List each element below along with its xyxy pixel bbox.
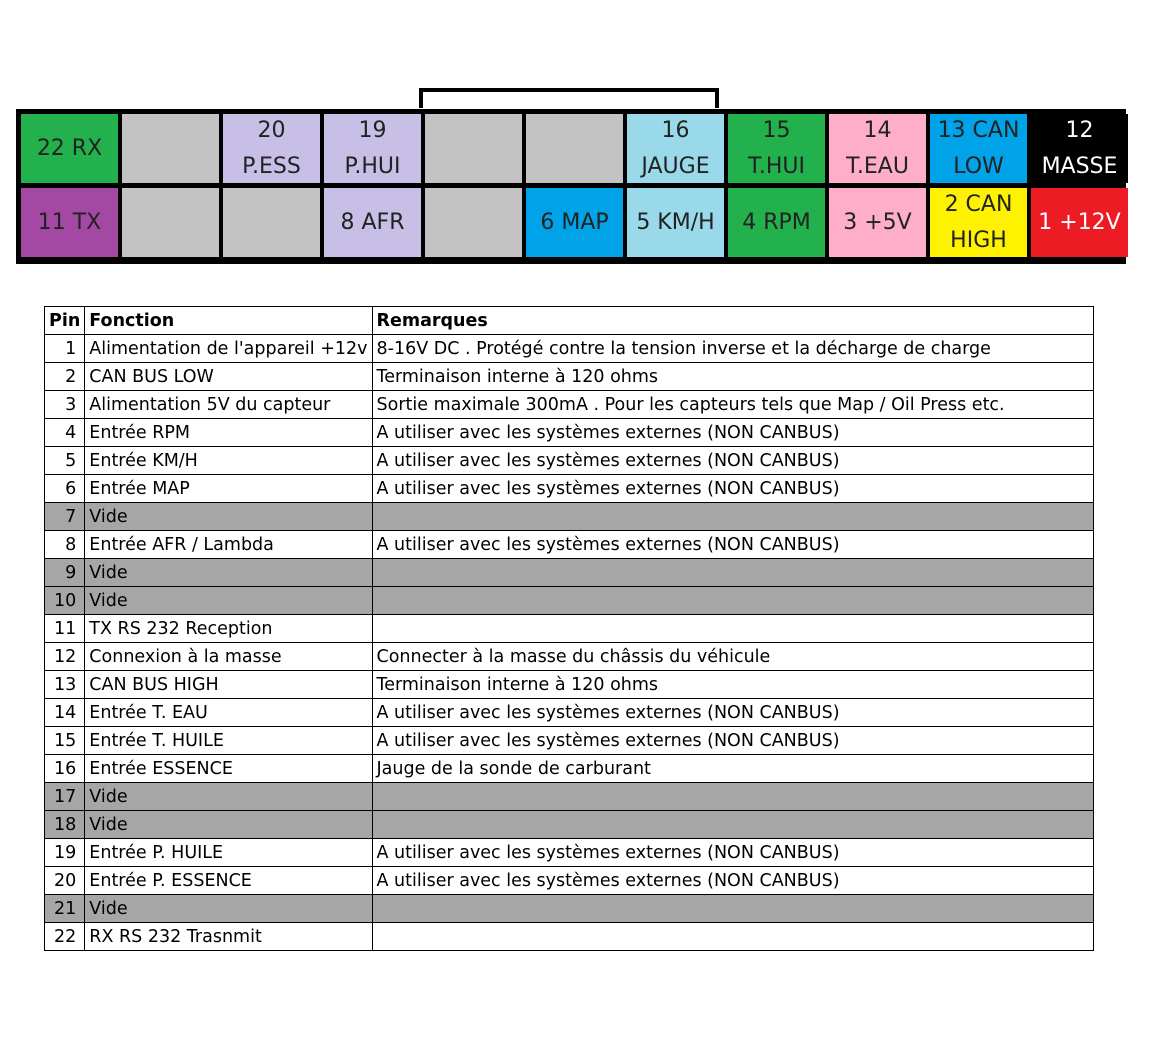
connector-pin-cell: 14 T.EAU — [829, 114, 926, 183]
fonction-cell: Vide — [85, 895, 372, 923]
remarques-cell: A utiliser avec les systèmes externes (NON CANBUS) — [372, 867, 1093, 895]
remarques-cell: 8-16V DC . Protégé contre la tension inverse et la décharge de charge — [372, 335, 1093, 363]
fonction-cell: Entrée P. ESSENCE — [85, 867, 372, 895]
table-row — [45, 503, 1094, 531]
connector-pin-cell — [425, 188, 522, 257]
table-row — [45, 335, 1094, 363]
table-header-row — [45, 307, 1094, 335]
fonction-cell: Entrée KM/H — [85, 447, 372, 475]
fonction-cell: Entrée T. EAU — [85, 699, 372, 727]
remarques-cell: A utiliser avec les systèmes externes (NON CANBUS) — [372, 419, 1093, 447]
fonction-cell: Entrée RPM — [85, 419, 372, 447]
table-row — [45, 727, 1094, 755]
remarques-cell: Terminaison interne à 120 ohms — [372, 671, 1093, 699]
remarques-cell — [372, 895, 1093, 923]
pin-cell: 7 — [45, 503, 85, 531]
remarques-cell — [372, 587, 1093, 615]
remarques-cell — [372, 783, 1093, 811]
connector-pin-cell: 20 P.ESS — [223, 114, 320, 183]
remarques-cell — [372, 615, 1093, 643]
remarques-cell — [372, 559, 1093, 587]
remarques-cell: Connecter à la masse du châssis du véhicule — [372, 643, 1093, 671]
pin-cell: 19 — [45, 839, 85, 867]
remarques-cell — [372, 503, 1093, 531]
pin-cell: 20 — [45, 867, 85, 895]
pin-cell: 1 — [45, 335, 85, 363]
fonction-cell: Vide — [85, 811, 372, 839]
remarques-cell: A utiliser avec les systèmes externes (NON CANBUS) — [372, 531, 1093, 559]
fonction-cell: Entrée P. HUILE — [85, 839, 372, 867]
connector-pin-cell: 2 CAN HIGH — [930, 188, 1027, 257]
pin-cell: 12 — [45, 643, 85, 671]
connector-key — [419, 88, 719, 108]
connector-pin-cell — [526, 114, 623, 183]
fonction-cell: Entrée MAP — [85, 475, 372, 503]
connector-pin-cell: 11 TX — [21, 188, 118, 257]
table-row — [45, 895, 1094, 923]
table-row — [45, 699, 1094, 727]
table-row — [45, 811, 1094, 839]
connector-pinout — [16, 109, 1126, 264]
connector-pin-cell — [122, 188, 219, 257]
connector-pin-cell: 5 KM/H — [627, 188, 724, 257]
table-row — [45, 867, 1094, 895]
remarques-cell: Sortie maximale 300mA . Pour les capteurs tels que Map / Oil Press etc. — [372, 391, 1093, 419]
connector-pin-cell: 19 P.HUI — [324, 114, 421, 183]
fonction-cell: Vide — [85, 503, 372, 531]
table-row — [45, 447, 1094, 475]
pin-cell: 17 — [45, 783, 85, 811]
remarques-cell: A utiliser avec les systèmes externes (NON CANBUS) — [372, 475, 1093, 503]
connector-pin-cell: 12 MASSE — [1031, 114, 1128, 183]
table-row — [45, 839, 1094, 867]
pin-cell: 10 — [45, 587, 85, 615]
fonction-cell: CAN BUS LOW — [85, 363, 372, 391]
fonction-cell: Vide — [85, 559, 372, 587]
table-row — [45, 783, 1094, 811]
fonction-cell: Connexion à la masse — [85, 643, 372, 671]
connector-pin-cell: 22 RX — [21, 114, 118, 183]
connector-pin-cell — [122, 114, 219, 183]
pin-cell: 3 — [45, 391, 85, 419]
table-row — [45, 531, 1094, 559]
connector-pin-cell: 13 CAN LOW — [930, 114, 1027, 183]
remarques-cell: Jauge de la sonde de carburant — [372, 755, 1093, 783]
connector-pin-cell: 4 RPM — [728, 188, 825, 257]
remarques-cell: A utiliser avec les systèmes externes (NON CANBUS) — [372, 839, 1093, 867]
table-body — [45, 335, 1094, 951]
pin-cell: 9 — [45, 559, 85, 587]
connector-pin-cell — [223, 188, 320, 257]
pin-cell: 14 — [45, 699, 85, 727]
fonction-cell: Entrée T. HUILE — [85, 727, 372, 755]
remarques-cell: A utiliser avec les systèmes externes (NON CANBUS) — [372, 447, 1093, 475]
remarques-cell — [372, 811, 1093, 839]
table-row — [45, 671, 1094, 699]
fonction-cell: RX RS 232 Trasnmit — [85, 923, 372, 951]
connector-pin-cell: 1 +12V — [1031, 188, 1128, 257]
connector-pin-cell: 3 +5V — [829, 188, 926, 257]
pin-cell: 8 — [45, 531, 85, 559]
remarques-cell — [372, 923, 1093, 951]
fonction-cell: CAN BUS HIGH — [85, 671, 372, 699]
pin-table — [44, 306, 1094, 951]
connector-pin-cell: 6 MAP — [526, 188, 623, 257]
connector-pin-cell: 15 T.HUI — [728, 114, 825, 183]
connector-pin-cell — [425, 114, 522, 183]
fonction-cell: Vide — [85, 587, 372, 615]
table-row — [45, 475, 1094, 503]
pin-cell: 5 — [45, 447, 85, 475]
pin-cell: 13 — [45, 671, 85, 699]
table-row — [45, 391, 1094, 419]
pin-cell: 18 — [45, 811, 85, 839]
pin-cell: 6 — [45, 475, 85, 503]
pin-cell: 2 — [45, 363, 85, 391]
table-row — [45, 587, 1094, 615]
connector-pin-cell: 8 AFR — [324, 188, 421, 257]
pin-cell: 21 — [45, 895, 85, 923]
fonction-cell: Vide — [85, 783, 372, 811]
table-row — [45, 643, 1094, 671]
remarques-cell: Terminaison interne à 120 ohms — [372, 363, 1093, 391]
fonction-cell: Entrée ESSENCE — [85, 755, 372, 783]
remarques-cell: A utiliser avec les systèmes externes (NON CANBUS) — [372, 727, 1093, 755]
table-row — [45, 923, 1094, 951]
fonction-cell: Alimentation 5V du capteur — [85, 391, 372, 419]
pin-cell: 4 — [45, 419, 85, 447]
header-pin: Pin — [45, 307, 85, 335]
pin-cell: 22 — [45, 923, 85, 951]
table-row — [45, 363, 1094, 391]
table-row — [45, 755, 1094, 783]
header-fonction: Fonction — [85, 307, 372, 335]
fonction-cell: Entrée AFR / Lambda — [85, 531, 372, 559]
fonction-cell: Alimentation de l'appareil +12v — [85, 335, 372, 363]
connector-pin-cell: 16 JAUGE — [627, 114, 724, 183]
remarques-cell: A utiliser avec les systèmes externes (NON CANBUS) — [372, 699, 1093, 727]
pin-cell: 11 — [45, 615, 85, 643]
table-row — [45, 615, 1094, 643]
header-remarques: Remarques — [372, 307, 1093, 335]
table-row — [45, 559, 1094, 587]
table-row — [45, 419, 1094, 447]
pin-cell: 16 — [45, 755, 85, 783]
pin-cell: 15 — [45, 727, 85, 755]
fonction-cell: TX RS 232 Reception — [85, 615, 372, 643]
